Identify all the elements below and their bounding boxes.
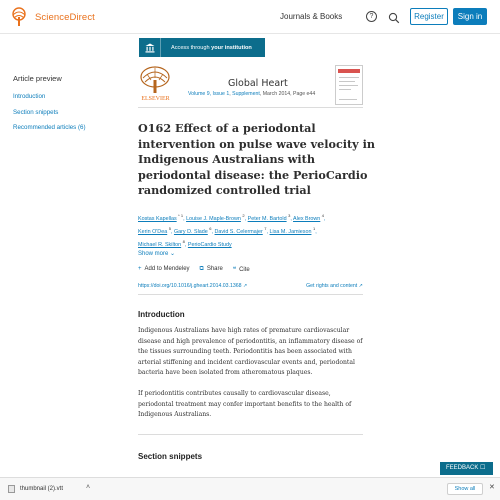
author-link[interactable]: Gary D. Slade	[173, 228, 208, 235]
author-link[interactable]: David S. Celermajer	[214, 228, 263, 235]
chevron-down-icon: ⌄	[170, 251, 176, 257]
external-link-icon: ↗	[358, 283, 363, 289]
rights-link[interactable]: Get rights and content ↗	[306, 283, 363, 289]
sign-in-button[interactable]: Sign in	[453, 8, 487, 25]
plus-icon: +	[138, 266, 142, 272]
add-to-mendeley-button[interactable]: + Add to Mendeley	[138, 266, 190, 272]
author-link[interactable]: Michael R. Skilton	[138, 241, 182, 248]
elsevier-tree-icon	[8, 7, 30, 27]
author-link[interactable]: Peter M. Bartold	[247, 215, 287, 222]
volume-link[interactable]: Volume 9, Issue 1	[188, 91, 230, 97]
author-link[interactable]: Louise J. Maple-Brown	[186, 215, 241, 222]
sidebar-item-section-snippets[interactable]: Section snippets	[13, 109, 59, 116]
intro-paragraph-1: Indigenous Australians have high rates of premature cardiovascular disease and high prevalence of periodontitis, an inflammatory disease of the tissues surrounding teeth. Periodontitis has been associated with arterial stiffening and incident cardiovascular events and, periodontal bacteria have been isolated from atheromatous plaques.	[138, 327, 363, 377]
file-icon	[8, 485, 15, 493]
sidebar-item-recommended-articles[interactable]: Recommended articles (6)	[13, 124, 86, 131]
register-button[interactable]: Register	[410, 8, 448, 25]
help-icon[interactable]: ?	[366, 11, 377, 22]
section-snippets-heading: Section snippets	[138, 452, 203, 461]
share-icon: ⧉	[199, 266, 204, 272]
close-icon[interactable]: ✕	[489, 484, 495, 491]
access-through-institution-button[interactable]	[139, 38, 265, 57]
sciencedirect-logo[interactable]	[8, 7, 95, 27]
author-link[interactable]: Kostas Kapellas	[138, 215, 177, 222]
quote-icon: ❝	[232, 267, 237, 273]
access-text: Access through your institution	[171, 44, 252, 51]
chevron-up-icon[interactable]: ˄	[86, 484, 91, 491]
author-link[interactable]: PerioCardio Study	[187, 241, 232, 248]
institution-icon	[139, 38, 161, 57]
show-all-button[interactable]: Show all	[447, 483, 483, 495]
intro-paragraph-2: If periodontitis contributes causally to cardiovascular disease, periodontal treatment may confer important benefits to the health of Indigenous Australians.	[138, 390, 352, 419]
doi-link[interactable]: https://doi.org/10.1016/j.gheart.2014.03.1368 ↗	[138, 283, 248, 289]
external-link-icon: ↗	[243, 283, 248, 289]
introduction-heading: Introduction	[138, 310, 185, 319]
downloaded-file-name: thumbnail (2).vtt	[20, 486, 64, 492]
top-navigation-bar	[0, 0, 500, 34]
author-link[interactable]: Alex Brown	[293, 215, 321, 222]
elsevier-logo[interactable]	[138, 66, 173, 102]
article-title: O162 Effect of a periodontal intervention on pulse wave velocity in Indigenous Australians with periodontal disease: the PerioCardio randomized controlled trial	[138, 121, 375, 197]
search-icon[interactable]	[388, 11, 400, 23]
sidebar-item-introduction[interactable]: Introduction	[13, 93, 46, 100]
journal-title[interactable]: Global Heart	[228, 78, 288, 89]
journals-books-link[interactable]: Journals & Books	[280, 12, 343, 21]
downloaded-file-item[interactable]	[8, 485, 63, 493]
divider	[138, 434, 363, 435]
article-links-row	[138, 281, 363, 295]
show-more-button[interactable]: Show more ⌄	[138, 251, 176, 257]
cite-button[interactable]: ❝ Cite	[232, 267, 250, 273]
author-link[interactable]: Lisa M. Jamieson	[269, 228, 312, 235]
brand-name: ScienceDirect	[35, 11, 95, 23]
elsevier-wordmark: ELSEVIER	[141, 96, 170, 102]
chat-icon: ☐	[480, 465, 486, 471]
share-button[interactable]: ⧉ Share	[199, 266, 223, 272]
download-bar	[0, 477, 500, 500]
journal-cover-thumbnail[interactable]	[335, 65, 363, 105]
divider	[138, 107, 363, 108]
author-list: Kostas Kapellas $^{* 1}$, Louise J. Maple-Brown $^2$, Peter M. Bartold $^3$, Alex Brown $^4$, Kerin O'Dea $^5$, Gary D. Slade $^6$, David S. Celermajer $^7$, Lisa M. Jamieson $^1$, Michael R. Skilton $^8$, PerioCardio Study	[138, 213, 326, 248]
journal-issue-info: Volume 9, Issue 1, Supplement, March 2014, Page e44	[188, 91, 316, 97]
supplement-link[interactable]: Supplement	[232, 91, 260, 97]
article-actions	[138, 266, 250, 273]
author-link[interactable]: Kerin O'Dea	[138, 228, 168, 235]
article-preview-heading: Article preview	[13, 74, 62, 83]
feedback-button[interactable]: FEEDBACK ☐	[440, 462, 493, 475]
